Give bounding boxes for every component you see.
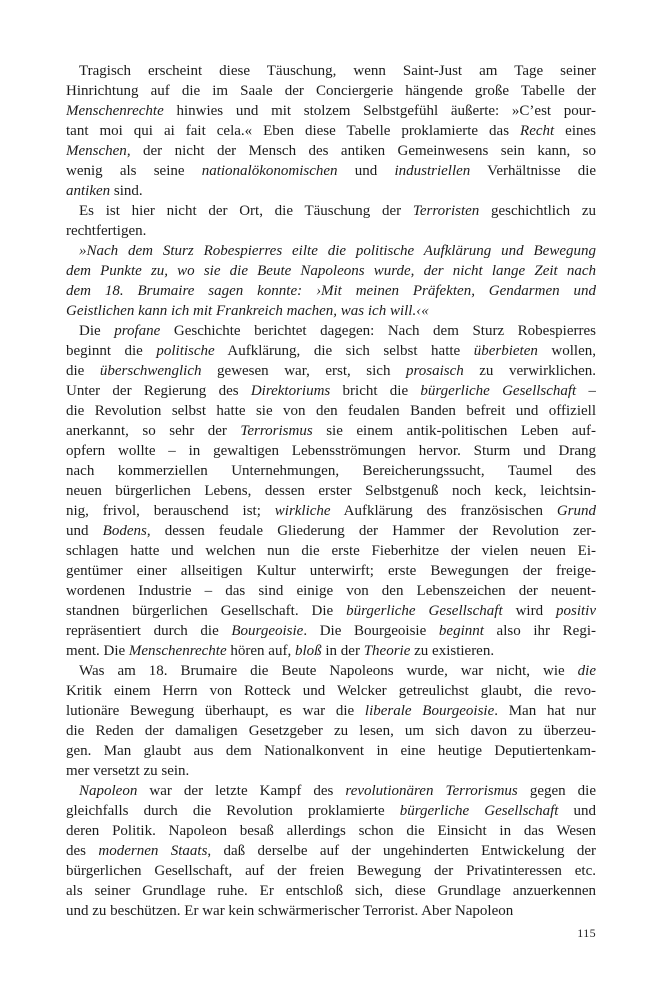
text-run: gegen die xyxy=(517,783,596,799)
text-run: nig, frivol, berauschend ist; xyxy=(66,503,275,519)
text-run: positiv xyxy=(556,603,596,619)
text-run: Tragisch erscheint diese Täuschung, wenn Saint-Just am Tage seiner xyxy=(79,63,596,79)
text-run: , der nicht der Mensch des antiken Gemeinwesens sein kann, so xyxy=(126,143,596,159)
text-run: politische xyxy=(156,343,215,359)
text-run: Es ist hier nicht der Ort, die Täuschung der xyxy=(79,203,413,219)
paragraph xyxy=(66,321,596,661)
text-line xyxy=(66,241,596,261)
paragraph xyxy=(66,781,596,921)
text-run: überbieten xyxy=(473,343,538,359)
text-run: – xyxy=(576,383,596,399)
text-line xyxy=(66,121,596,141)
text-run: . Man hat nur xyxy=(494,703,596,719)
text-line xyxy=(66,261,596,281)
text-line xyxy=(66,481,596,501)
text-line xyxy=(66,741,596,761)
text-run: Direktoriums xyxy=(250,383,331,399)
text-line xyxy=(66,141,596,161)
text-run: wordenen Industrie – das sind einige von den Lebenszeichen der neuent- xyxy=(66,583,596,599)
paragraph xyxy=(66,201,596,241)
text-line xyxy=(66,101,596,121)
text-run: nach kommerziellen Unternehmungen, Bereicherungssucht, Taumel des xyxy=(66,463,596,479)
text-run: in der xyxy=(321,643,364,659)
text-run: wirkliche xyxy=(274,503,331,519)
text-line xyxy=(66,401,596,421)
text-run: Geschichte berichtet dagegen: Nach dem Sturz Robespierres xyxy=(160,323,596,339)
text-line xyxy=(66,561,596,581)
text-run: die Revolution selbst hatte sie von den feudalen Banden befreit und offiziell xyxy=(66,403,596,419)
text-line xyxy=(66,341,596,361)
text-run: , daß derselbe auf der ungehinderten Entwickelung der xyxy=(207,843,596,859)
text-run: ment. Die xyxy=(66,643,129,659)
text-run: . Die Bourgeoisie xyxy=(303,623,439,639)
text-run: war der letzte Kampf des xyxy=(137,783,346,799)
text-run: tant moi qui ai fait cela.« Eben diese Tabelle proklamierte das xyxy=(66,123,521,139)
text-run: opfern wollte – in gewaltigen Lebensströmungen hervor. Sturm und Drang xyxy=(66,443,596,459)
text-run: rechtfertigen. xyxy=(66,223,147,239)
text-line xyxy=(66,321,596,341)
text-run: hören auf, xyxy=(226,643,295,659)
text-line xyxy=(66,601,596,621)
text-run: , dessen feudale Gliederung der Hammer der Revolution zer- xyxy=(146,523,596,539)
text-run: beginnt xyxy=(438,623,484,639)
text-line xyxy=(66,641,596,661)
text-run: dem Punkte zu, wo sie die Beute Napoleons wurde, der nicht lange Zeit nach xyxy=(66,263,596,279)
text-line xyxy=(66,901,596,921)
text-line xyxy=(66,721,596,741)
text-run: Die xyxy=(79,323,115,339)
text-run: als seiner Grundlage ruhe. Er entschloß sich, diese Grundlage anzuerkennen xyxy=(66,883,596,899)
text-line xyxy=(66,781,596,801)
text-run: Grund xyxy=(556,503,596,519)
text-line xyxy=(66,801,596,821)
text-line xyxy=(66,861,596,881)
text-line xyxy=(66,761,596,781)
text-line xyxy=(66,461,596,481)
text-run: gentümer einer allseitigen Kultur unterwirft; erste Bewegungen der freige- xyxy=(66,563,596,579)
text-run: des xyxy=(66,843,99,859)
text-run: repräsentiert durch die xyxy=(66,623,232,639)
text-line xyxy=(66,161,596,181)
text-line xyxy=(66,201,596,221)
text-run: Terrorismus xyxy=(240,423,313,439)
text-line xyxy=(66,701,596,721)
paragraph xyxy=(66,661,596,781)
text-run: hinwies und mit stolzem Selbstgefühl äußerte: »C’est pour- xyxy=(163,103,596,119)
text-run: bloß xyxy=(294,643,322,659)
text-run: Kritik einem Herrn von Rotteck und Welcker getreulichst glaubt, die revo- xyxy=(66,683,596,699)
text-run: bürgerliche Gesellschaft xyxy=(420,383,577,399)
text-run: Geistlichen kann ich mit Frankreich machen, was ich will.‹« xyxy=(66,303,429,319)
text-run: revolutionären Terrorismus xyxy=(345,783,518,799)
text-line xyxy=(66,361,596,381)
text-run: bricht die xyxy=(330,383,421,399)
text-line xyxy=(66,381,596,401)
text-line xyxy=(66,221,596,241)
text-run: Terroristen xyxy=(412,203,480,219)
text-line xyxy=(66,681,596,701)
text-run: standnen bürgerlichen Gesellschaft. Die xyxy=(66,603,347,619)
text-run: Verhältnisse die xyxy=(470,163,596,179)
text-run: »Nach dem Sturz Robespierres eilte die politische Aufklärung und Bewegung xyxy=(79,243,596,259)
text-run: und zu beschützen. Er war kein schwärmerischer Terrorist. Aber Napoleon xyxy=(66,903,514,919)
text-run: Hinrichtung auf die im Saale der Conciergerie hängende große Tabelle der xyxy=(66,83,596,99)
text-run: Menschenrechte xyxy=(128,643,227,659)
text-line xyxy=(66,301,596,321)
text-line xyxy=(66,501,596,521)
text-run: anerkannt, so sehr der xyxy=(66,423,241,439)
text-run: Was am 18. Brumaire die Beute Napoleons wurde, war nicht, wie xyxy=(79,663,578,679)
text-line xyxy=(66,61,596,81)
text-run: Bourgeoisie xyxy=(231,623,304,639)
text-run: Napoleon xyxy=(79,783,138,799)
text-run: eines xyxy=(554,123,596,139)
text-line xyxy=(66,621,596,641)
paragraph xyxy=(66,61,596,201)
text-run: sind. xyxy=(110,183,143,199)
text-line xyxy=(66,661,596,681)
text-run: Theorie xyxy=(363,643,411,659)
text-line xyxy=(66,541,596,561)
text-run: bürgerliche Gesellschaft xyxy=(399,803,559,819)
text-run: deren Politik. Napoleon besaß allerdings schon die Einsicht in das Wesen xyxy=(66,823,596,839)
text-run: sie einem antik-politischen Leben auf- xyxy=(312,423,596,439)
text-block xyxy=(66,61,596,921)
text-run: zu verwirklichen. xyxy=(463,363,596,379)
text-run: profane xyxy=(114,323,161,339)
text-line xyxy=(66,421,596,441)
text-line xyxy=(66,281,596,301)
text-line xyxy=(66,841,596,861)
text-run: antiken xyxy=(66,183,111,199)
text-run: mer versetzt zu sein. xyxy=(66,763,190,779)
text-run: nationalökonomischen xyxy=(201,163,338,179)
text-line xyxy=(66,521,596,541)
text-line xyxy=(66,821,596,841)
text-run: geschichtlich zu xyxy=(479,203,596,219)
paragraph xyxy=(66,241,596,321)
text-run: beginnt die xyxy=(66,343,157,359)
text-line xyxy=(66,581,596,601)
text-run: also ihr Regi- xyxy=(483,623,596,639)
text-line xyxy=(66,441,596,461)
text-run: Menschen xyxy=(66,143,127,159)
text-run: neuen bürgerlichen Lebens, dessen erster Selbstgenuß noch keck, leichtsin- xyxy=(66,483,596,499)
text-run: Unter der Regierung des xyxy=(66,383,251,399)
text-line xyxy=(66,881,596,901)
text-run: wollen, xyxy=(537,343,596,359)
text-run: die xyxy=(66,363,100,379)
text-run: Recht xyxy=(520,123,555,139)
text-run: die Reden der damaligen Gesetzgeber zu lesen, um sich davon zu überzeu- xyxy=(66,723,596,739)
text-run: zu existieren. xyxy=(410,643,495,659)
text-run: prosaisch xyxy=(405,363,464,379)
text-run: bürgerlichen Gesellschaft, auf der freien Bewegung der Privatinteressen etc. xyxy=(66,863,596,879)
text-run: gen. Man glaubt aus dem Nationalkonvent in eine heutige Deputiertenkam- xyxy=(66,743,596,759)
text-line xyxy=(66,181,596,201)
text-run: die xyxy=(577,663,596,679)
text-run: wird xyxy=(502,603,556,619)
text-run: industriellen xyxy=(394,163,471,179)
text-run: und xyxy=(558,803,596,819)
text-run: gleichfalls durch die Revolution proklamierte xyxy=(66,803,400,819)
text-run: gewesen war, erst, sich xyxy=(201,363,406,379)
text-run: bürgerliche Gesellschaft xyxy=(346,603,503,619)
text-run: und xyxy=(66,523,103,539)
text-run: modernen Staats xyxy=(98,843,208,859)
text-run: Aufklärung des französischen xyxy=(330,503,557,519)
text-run: Menschenrechte xyxy=(66,103,164,119)
text-line xyxy=(66,81,596,101)
text-run: und xyxy=(337,163,395,179)
text-run: wenig als seine xyxy=(66,163,202,179)
text-run: überschwenglich xyxy=(99,363,202,379)
text-run: schlagen hatte und welchen nun die erste Fieberhitze der vielen neuen Ei- xyxy=(66,543,596,559)
text-run: Bodens xyxy=(102,523,147,539)
text-run: Aufklärung, die sich selbst hatte xyxy=(214,343,474,359)
text-run: dem 18. Brumaire sagen konnte: ›Mit meinen Präfekten, Gendarmen und xyxy=(66,283,596,299)
text-run: liberale Bourgeoisie xyxy=(364,703,495,719)
text-run: lutionäre Bewegung überhaupt, es war die xyxy=(66,703,365,719)
page-number: 115 xyxy=(577,926,596,940)
